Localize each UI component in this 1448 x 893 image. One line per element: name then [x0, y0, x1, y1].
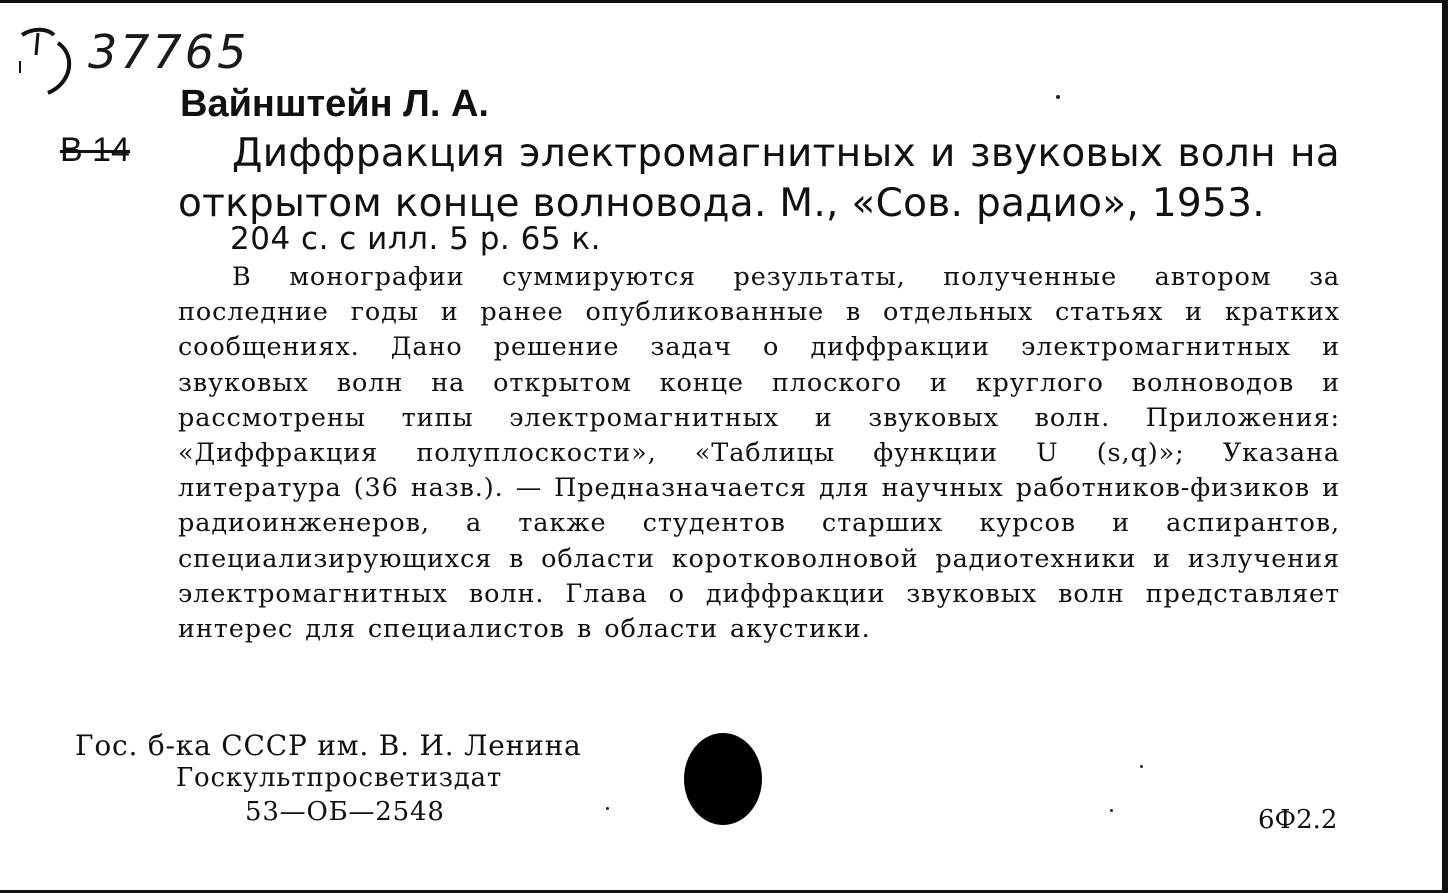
publisher-name: Госкультпросветиздат — [176, 763, 503, 793]
classification-code: 6Ф2.2 — [1258, 805, 1338, 835]
book-title: Диффракция электромагнитных и звуковых волн на открытом конце волновода. М., «Сов. радио», 1953. — [178, 131, 1340, 226]
ink-speck — [606, 807, 609, 810]
order-number: 53—ОБ—2548 — [245, 797, 445, 827]
ink-speck — [1110, 809, 1113, 812]
author-name: Вайнштейн Л. А. — [180, 83, 489, 125]
ink-speck — [1056, 95, 1060, 99]
annotation-text: В монографии суммируются результаты, полученные автором за последние годы и ранее опубликованные в отдельных статьях и кратких сообщениях. Дано решение задач о диффракции электромагнитных и звуковых волн на открытом конце плоского и круглого волноводов и рассмотрены типы электромагнитных и звуковых волн. Приложения: «Диффракция полуплоскости», «Таблицы функции U (s,q)»; Указана литература (36 назв.). — Предназначается для научных работников-физиков и радиоинженеров, а также студентов старших курсов и аспирантов, специализирующихся в области коротковолновой радиотехники и излучения электромагнитных волн. Глава о диффракции звуковых волн представляет интерес для специалистов в области акустики. — [178, 262, 1340, 645]
ink-speck — [1140, 765, 1143, 768]
pages-and-price: 204 с. с илл. 5 р. 65 к. — [230, 221, 601, 257]
shelfmark: В 14 — [60, 131, 130, 169]
handwritten-accession-number: 37765 — [88, 25, 250, 79]
handwritten-mark — [14, 21, 86, 101]
punch-hole — [684, 733, 762, 825]
library-name: Гос. б-ка СССР им. В. И. Ленина — [75, 729, 582, 762]
